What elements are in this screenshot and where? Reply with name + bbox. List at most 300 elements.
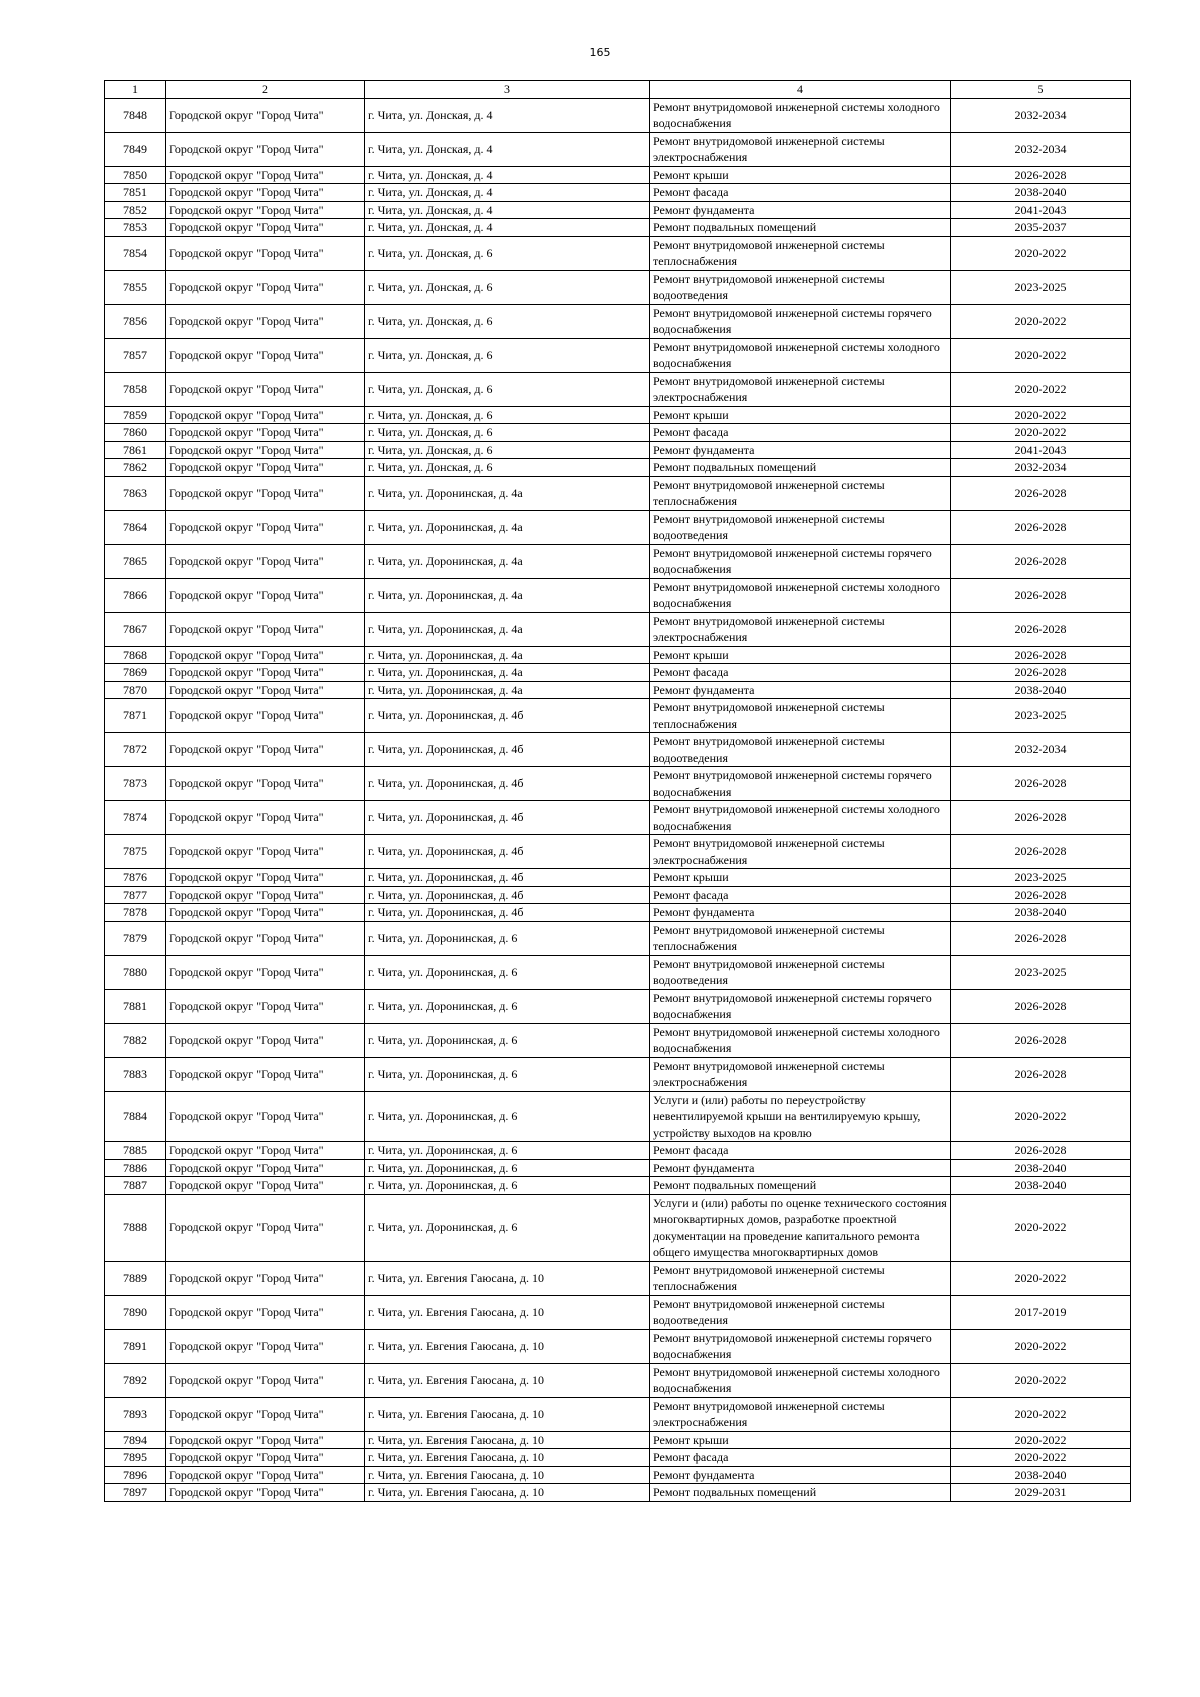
period-cell: 2020-2022 xyxy=(951,338,1131,372)
table-row xyxy=(105,1142,1131,1160)
table-row xyxy=(105,406,1131,424)
address-cell: г. Чита, ул. Донская, д. 6 xyxy=(365,424,650,442)
municipality-cell: Городской округ "Город Чита" xyxy=(166,835,365,869)
period-cell: 2026-2028 xyxy=(951,612,1131,646)
table-row xyxy=(105,270,1131,304)
row-number: 7882 xyxy=(105,1023,166,1057)
municipality-cell: Городской округ "Город Чита" xyxy=(166,869,365,887)
work-type-cell: Ремонт внутридомовой инженерной системы теплоснабжения xyxy=(650,236,951,270)
period-cell: 2026-2028 xyxy=(951,989,1131,1023)
period-cell: 2020-2022 xyxy=(951,1194,1131,1261)
work-type-cell: Ремонт подвальных помещений xyxy=(650,1484,951,1502)
municipality-cell: Городской округ "Город Чита" xyxy=(166,904,365,922)
address-cell: г. Чита, ул. Доронинская, д. 4б xyxy=(365,835,650,869)
address-cell: г. Чита, ул. Доронинская, д. 4б xyxy=(365,733,650,767)
period-cell: 2041-2043 xyxy=(951,201,1131,219)
work-type-cell: Ремонт фундамента xyxy=(650,681,951,699)
table-row xyxy=(105,1397,1131,1431)
work-type-cell: Ремонт внутридомовой инженерной системы горячего водоснабжения xyxy=(650,989,951,1023)
column-header: 2 xyxy=(166,81,365,99)
row-number: 7868 xyxy=(105,646,166,664)
row-number: 7862 xyxy=(105,459,166,477)
row-number: 7860 xyxy=(105,424,166,442)
table-row xyxy=(105,1484,1131,1502)
municipality-cell: Городской округ "Город Чита" xyxy=(166,1295,365,1329)
row-number: 7886 xyxy=(105,1159,166,1177)
row-number: 7855 xyxy=(105,270,166,304)
municipality-cell: Городской округ "Город Чита" xyxy=(166,1431,365,1449)
municipality-cell: Городской округ "Город Чита" xyxy=(166,304,365,338)
work-type-cell: Ремонт подвальных помещений xyxy=(650,459,951,477)
row-number: 7871 xyxy=(105,699,166,733)
municipality-cell: Городской округ "Город Чита" xyxy=(166,459,365,477)
period-cell: 2026-2028 xyxy=(951,166,1131,184)
period-cell: 2020-2022 xyxy=(951,1091,1131,1142)
period-cell: 2020-2022 xyxy=(951,424,1131,442)
address-cell: г. Чита, ул. Евгения Гаюсана, д. 10 xyxy=(365,1431,650,1449)
table-row xyxy=(105,921,1131,955)
work-type-cell: Ремонт крыши xyxy=(650,1431,951,1449)
work-type-cell: Ремонт внутридомовой инженерной системы электроснабжения xyxy=(650,372,951,406)
address-cell: г. Чита, ул. Доронинская, д. 4а xyxy=(365,612,650,646)
address-cell: г. Чита, ул. Евгения Гаюсана, д. 10 xyxy=(365,1329,650,1363)
work-type-cell: Ремонт фундамента xyxy=(650,1466,951,1484)
table-row xyxy=(105,184,1131,202)
work-type-cell: Ремонт внутридомовой инженерной системы холодного водоснабжения xyxy=(650,98,951,132)
period-cell: 2026-2028 xyxy=(951,510,1131,544)
column-header: 3 xyxy=(365,81,650,99)
row-number: 7875 xyxy=(105,835,166,869)
address-cell: г. Чита, ул. Донская, д. 4 xyxy=(365,201,650,219)
row-number: 7848 xyxy=(105,98,166,132)
period-cell: 2020-2022 xyxy=(951,372,1131,406)
municipality-cell: Городской округ "Город Чита" xyxy=(166,441,365,459)
municipality-cell: Городской округ "Город Чита" xyxy=(166,578,365,612)
period-cell: 2026-2028 xyxy=(951,1057,1131,1091)
row-number: 7850 xyxy=(105,166,166,184)
municipality-cell: Городской округ "Город Чита" xyxy=(166,1466,365,1484)
row-number: 7852 xyxy=(105,201,166,219)
work-type-cell: Ремонт фундамента xyxy=(650,441,951,459)
row-number: 7859 xyxy=(105,406,166,424)
row-number: 7877 xyxy=(105,886,166,904)
work-type-cell: Ремонт фасада xyxy=(650,184,951,202)
period-cell: 2026-2028 xyxy=(951,664,1131,682)
work-type-cell: Ремонт фасада xyxy=(650,1449,951,1467)
row-number: 7895 xyxy=(105,1449,166,1467)
period-cell: 2026-2028 xyxy=(951,921,1131,955)
work-type-cell: Услуги и (или) работы по оценке технического состояния многоквартирных домов, разработке проектной документации на проведение капитального ремонта общего имущества многоквартирных домов xyxy=(650,1194,951,1261)
row-number: 7866 xyxy=(105,578,166,612)
work-type-cell: Ремонт внутридомовой инженерной системы холодного водоснабжения xyxy=(650,1023,951,1057)
work-schedule-table xyxy=(104,80,1131,1502)
table-row xyxy=(105,681,1131,699)
row-number: 7885 xyxy=(105,1142,166,1160)
table-row xyxy=(105,869,1131,887)
table-row xyxy=(105,459,1131,477)
period-cell: 2026-2028 xyxy=(951,544,1131,578)
period-cell: 2020-2022 xyxy=(951,236,1131,270)
table-row xyxy=(105,372,1131,406)
table-row xyxy=(105,1329,1131,1363)
address-cell: г. Чита, ул. Евгения Гаюсана, д. 10 xyxy=(365,1363,650,1397)
row-number: 7890 xyxy=(105,1295,166,1329)
address-cell: г. Чита, ул. Донская, д. 6 xyxy=(365,338,650,372)
row-number: 7896 xyxy=(105,1466,166,1484)
table-row xyxy=(105,98,1131,132)
municipality-cell: Городской округ "Город Чита" xyxy=(166,132,365,166)
row-number: 7849 xyxy=(105,132,166,166)
row-number: 7873 xyxy=(105,767,166,801)
municipality-cell: Городской округ "Город Чита" xyxy=(166,476,365,510)
table-row xyxy=(105,578,1131,612)
period-cell: 2020-2022 xyxy=(951,406,1131,424)
row-number: 7865 xyxy=(105,544,166,578)
address-cell: г. Чита, ул. Доронинская, д. 6 xyxy=(365,921,650,955)
municipality-cell: Городской округ "Город Чита" xyxy=(166,270,365,304)
period-cell: 2026-2028 xyxy=(951,646,1131,664)
row-number: 7881 xyxy=(105,989,166,1023)
address-cell: г. Чита, ул. Евгения Гаюсана, д. 10 xyxy=(365,1466,650,1484)
municipality-cell: Городской округ "Город Чита" xyxy=(166,184,365,202)
period-cell: 2023-2025 xyxy=(951,869,1131,887)
address-cell: г. Чита, ул. Евгения Гаюсана, д. 10 xyxy=(365,1397,650,1431)
row-number: 7851 xyxy=(105,184,166,202)
period-cell: 2038-2040 xyxy=(951,904,1131,922)
address-cell: г. Чита, ул. Доронинская, д. 4б xyxy=(365,767,650,801)
address-cell: г. Чита, ул. Доронинская, д. 4а xyxy=(365,664,650,682)
work-type-cell: Ремонт внутридомовой инженерной системы водоотведения xyxy=(650,955,951,989)
work-type-cell: Ремонт внутридомовой инженерной системы горячего водоснабжения xyxy=(650,767,951,801)
work-type-cell: Ремонт внутридомовой инженерной системы электроснабжения xyxy=(650,1057,951,1091)
table-row xyxy=(105,1091,1131,1142)
address-cell: г. Чита, ул. Доронинская, д. 4б xyxy=(365,801,650,835)
municipality-cell: Городской округ "Город Чита" xyxy=(166,1177,365,1195)
municipality-cell: Городской округ "Город Чита" xyxy=(166,733,365,767)
table-row xyxy=(105,166,1131,184)
period-cell: 2038-2040 xyxy=(951,184,1131,202)
period-cell: 2032-2034 xyxy=(951,733,1131,767)
table-row xyxy=(105,1177,1131,1195)
address-cell: г. Чита, ул. Доронинская, д. 4а xyxy=(365,681,650,699)
address-cell: г. Чита, ул. Доронинская, д. 4б xyxy=(365,699,650,733)
table-row xyxy=(105,1194,1131,1261)
table-row xyxy=(105,886,1131,904)
address-cell: г. Чита, ул. Донская, д. 4 xyxy=(365,98,650,132)
row-number: 7878 xyxy=(105,904,166,922)
period-cell: 2035-2037 xyxy=(951,219,1131,237)
table-row xyxy=(105,219,1131,237)
column-number-row xyxy=(105,81,1131,99)
row-number: 7879 xyxy=(105,921,166,955)
table-row xyxy=(105,201,1131,219)
work-type-cell: Ремонт подвальных помещений xyxy=(650,1177,951,1195)
table-row xyxy=(105,338,1131,372)
table-body xyxy=(105,98,1131,1501)
row-number: 7858 xyxy=(105,372,166,406)
municipality-cell: Городской округ "Город Чита" xyxy=(166,699,365,733)
address-cell: г. Чита, ул. Доронинская, д. 6 xyxy=(365,955,650,989)
work-type-cell: Ремонт внутридомовой инженерной системы теплоснабжения xyxy=(650,699,951,733)
row-number: 7857 xyxy=(105,338,166,372)
address-cell: г. Чита, ул. Евгения Гаюсана, д. 10 xyxy=(365,1484,650,1502)
work-type-cell: Ремонт внутридомовой инженерной системы холодного водоснабжения xyxy=(650,338,951,372)
period-cell: 2020-2022 xyxy=(951,1397,1131,1431)
period-cell: 2020-2022 xyxy=(951,1363,1131,1397)
address-cell: г. Чита, ул. Доронинская, д. 4а xyxy=(365,544,650,578)
table-row xyxy=(105,989,1131,1023)
row-number: 7864 xyxy=(105,510,166,544)
work-type-cell: Ремонт подвальных помещений xyxy=(650,219,951,237)
table-row xyxy=(105,699,1131,733)
municipality-cell: Городской округ "Город Чита" xyxy=(166,1023,365,1057)
period-cell: 2041-2043 xyxy=(951,441,1131,459)
period-cell: 2038-2040 xyxy=(951,1177,1131,1195)
row-number: 7887 xyxy=(105,1177,166,1195)
address-cell: г. Чита, ул. Доронинская, д. 6 xyxy=(365,1142,650,1160)
work-type-cell: Ремонт фасада xyxy=(650,1142,951,1160)
table-row xyxy=(105,1431,1131,1449)
period-cell: 2023-2025 xyxy=(951,270,1131,304)
municipality-cell: Городской округ "Город Чита" xyxy=(166,1142,365,1160)
period-cell: 2017-2019 xyxy=(951,1295,1131,1329)
work-type-cell: Ремонт внутридомовой инженерной системы электроснабжения xyxy=(650,612,951,646)
municipality-cell: Городской округ "Город Чита" xyxy=(166,1484,365,1502)
table-row xyxy=(105,1261,1131,1295)
municipality-cell: Городской округ "Город Чита" xyxy=(166,1329,365,1363)
municipality-cell: Городской округ "Город Чита" xyxy=(166,1363,365,1397)
period-cell: 2032-2034 xyxy=(951,132,1131,166)
table-row xyxy=(105,835,1131,869)
address-cell: г. Чита, ул. Донская, д. 6 xyxy=(365,270,650,304)
address-cell: г. Чита, ул. Доронинская, д. 6 xyxy=(365,1023,650,1057)
municipality-cell: Городской округ "Город Чита" xyxy=(166,201,365,219)
table-row xyxy=(105,441,1131,459)
work-type-cell: Ремонт крыши xyxy=(650,406,951,424)
period-cell: 2032-2034 xyxy=(951,459,1131,477)
row-number: 7872 xyxy=(105,733,166,767)
period-cell: 2026-2028 xyxy=(951,1023,1131,1057)
period-cell: 2038-2040 xyxy=(951,681,1131,699)
address-cell: г. Чита, ул. Донская, д. 6 xyxy=(365,441,650,459)
work-type-cell: Ремонт внутридомовой инженерной системы водоотведения xyxy=(650,270,951,304)
municipality-cell: Городской округ "Город Чита" xyxy=(166,1397,365,1431)
row-number: 7853 xyxy=(105,219,166,237)
table-row xyxy=(105,424,1131,442)
municipality-cell: Городской округ "Город Чита" xyxy=(166,544,365,578)
municipality-cell: Городской округ "Город Чита" xyxy=(166,886,365,904)
work-type-cell: Ремонт фасада xyxy=(650,886,951,904)
period-cell: 2032-2034 xyxy=(951,98,1131,132)
row-number: 7888 xyxy=(105,1194,166,1261)
municipality-cell: Городской округ "Город Чита" xyxy=(166,921,365,955)
row-number: 7870 xyxy=(105,681,166,699)
row-number: 7861 xyxy=(105,441,166,459)
table-row xyxy=(105,612,1131,646)
table-row xyxy=(105,1449,1131,1467)
table-row xyxy=(105,904,1131,922)
work-type-cell: Ремонт крыши xyxy=(650,869,951,887)
address-cell: г. Чита, ул. Доронинская, д. 6 xyxy=(365,1057,650,1091)
table-row xyxy=(105,1057,1131,1091)
municipality-cell: Городской округ "Город Чита" xyxy=(166,612,365,646)
work-type-cell: Ремонт внутридомовой инженерной системы электроснабжения xyxy=(650,835,951,869)
row-number: 7889 xyxy=(105,1261,166,1295)
municipality-cell: Городской округ "Город Чита" xyxy=(166,510,365,544)
row-number: 7863 xyxy=(105,476,166,510)
address-cell: г. Чита, ул. Донская, д. 6 xyxy=(365,372,650,406)
table-row xyxy=(105,544,1131,578)
address-cell: г. Чита, ул. Доронинская, д. 6 xyxy=(365,1177,650,1195)
municipality-cell: Городской округ "Город Чита" xyxy=(166,166,365,184)
work-type-cell: Ремонт внутридомовой инженерной системы электроснабжения xyxy=(650,1397,951,1431)
address-cell: г. Чита, ул. Доронинская, д. 4а xyxy=(365,510,650,544)
period-cell: 2020-2022 xyxy=(951,1261,1131,1295)
address-cell: г. Чита, ул. Доронинская, д. 4а xyxy=(365,476,650,510)
table-row xyxy=(105,646,1131,664)
table-row xyxy=(105,236,1131,270)
municipality-cell: Городской округ "Город Чита" xyxy=(166,98,365,132)
municipality-cell: Городской округ "Город Чита" xyxy=(166,801,365,835)
period-cell: 2026-2028 xyxy=(951,835,1131,869)
row-number: 7876 xyxy=(105,869,166,887)
municipality-cell: Городской округ "Город Чита" xyxy=(166,664,365,682)
period-cell: 2029-2031 xyxy=(951,1484,1131,1502)
table-row xyxy=(105,510,1131,544)
work-type-cell: Ремонт фундамента xyxy=(650,201,951,219)
table-row xyxy=(105,801,1131,835)
work-type-cell: Ремонт внутридомовой инженерной системы горячего водоснабжения xyxy=(650,544,951,578)
address-cell: г. Чита, ул. Евгения Гаюсана, д. 10 xyxy=(365,1261,650,1295)
address-cell: г. Чита, ул. Доронинская, д. 6 xyxy=(365,1159,650,1177)
work-type-cell: Ремонт фундамента xyxy=(650,904,951,922)
work-type-cell: Ремонт внутридомовой инженерной системы теплоснабжения xyxy=(650,921,951,955)
address-cell: г. Чита, ул. Доронинская, д. 4б xyxy=(365,904,650,922)
table-row xyxy=(105,1363,1131,1397)
row-number: 7869 xyxy=(105,664,166,682)
table-row xyxy=(105,955,1131,989)
row-number: 7856 xyxy=(105,304,166,338)
work-type-cell: Ремонт внутридомовой инженерной системы холодного водоснабжения xyxy=(650,578,951,612)
period-cell: 2026-2028 xyxy=(951,476,1131,510)
work-type-cell: Ремонт внутридомовой инженерной системы горячего водоснабжения xyxy=(650,1329,951,1363)
table-row xyxy=(105,767,1131,801)
municipality-cell: Городской округ "Город Чита" xyxy=(166,372,365,406)
municipality-cell: Городской округ "Город Чита" xyxy=(166,1091,365,1142)
period-cell: 2023-2025 xyxy=(951,699,1131,733)
address-cell: г. Чита, ул. Донская, д. 4 xyxy=(365,219,650,237)
work-type-cell: Ремонт внутридомовой инженерной системы водоотведения xyxy=(650,510,951,544)
row-number: 7892 xyxy=(105,1363,166,1397)
column-header: 5 xyxy=(951,81,1131,99)
work-type-cell: Ремонт внутридомовой инженерной системы холодного водоснабжения xyxy=(650,1363,951,1397)
work-type-cell: Ремонт фасада xyxy=(650,424,951,442)
work-type-cell: Ремонт фасада xyxy=(650,664,951,682)
municipality-cell: Городской округ "Город Чита" xyxy=(166,1194,365,1261)
table-row xyxy=(105,664,1131,682)
work-type-cell: Ремонт внутридомовой инженерной системы водоотведения xyxy=(650,1295,951,1329)
municipality-cell: Городской округ "Город Чита" xyxy=(166,1261,365,1295)
row-number: 7867 xyxy=(105,612,166,646)
address-cell: г. Чита, ул. Донская, д. 6 xyxy=(365,236,650,270)
period-cell: 2020-2022 xyxy=(951,304,1131,338)
municipality-cell: Городской округ "Город Чита" xyxy=(166,646,365,664)
address-cell: г. Чита, ул. Донская, д. 6 xyxy=(365,459,650,477)
work-type-cell: Ремонт крыши xyxy=(650,166,951,184)
work-type-cell: Ремонт крыши xyxy=(650,646,951,664)
table-row xyxy=(105,1466,1131,1484)
address-cell: г. Чита, ул. Доронинская, д. 6 xyxy=(365,989,650,1023)
period-cell: 2038-2040 xyxy=(951,1159,1131,1177)
period-cell: 2038-2040 xyxy=(951,1466,1131,1484)
municipality-cell: Городской округ "Город Чита" xyxy=(166,1449,365,1467)
address-cell: г. Чита, ул. Донская, д. 4 xyxy=(365,132,650,166)
table-row xyxy=(105,1023,1131,1057)
table-row xyxy=(105,132,1131,166)
work-type-cell: Ремонт внутридомовой инженерной системы теплоснабжения xyxy=(650,1261,951,1295)
address-cell: г. Чита, ул. Доронинская, д. 6 xyxy=(365,1091,650,1142)
page-number: 165 xyxy=(589,46,611,59)
row-number: 7897 xyxy=(105,1484,166,1502)
municipality-cell: Городской округ "Город Чита" xyxy=(166,406,365,424)
column-header: 4 xyxy=(650,81,951,99)
period-cell: 2026-2028 xyxy=(951,767,1131,801)
municipality-cell: Городской округ "Город Чита" xyxy=(166,681,365,699)
period-cell: 2026-2028 xyxy=(951,578,1131,612)
period-cell: 2020-2022 xyxy=(951,1329,1131,1363)
table-row xyxy=(105,476,1131,510)
row-number: 7854 xyxy=(105,236,166,270)
address-cell: г. Чита, ул. Донская, д. 4 xyxy=(365,166,650,184)
work-type-cell: Ремонт внутридомовой инженерной системы теплоснабжения xyxy=(650,476,951,510)
address-cell: г. Чита, ул. Евгения Гаюсана, д. 10 xyxy=(365,1295,650,1329)
period-cell: 2023-2025 xyxy=(951,955,1131,989)
table-row xyxy=(105,1295,1131,1329)
row-number: 7874 xyxy=(105,801,166,835)
address-cell: г. Чита, ул. Донская, д. 6 xyxy=(365,406,650,424)
period-cell: 2026-2028 xyxy=(951,801,1131,835)
work-type-cell: Ремонт внутридомовой инженерной системы водоотведения xyxy=(650,733,951,767)
municipality-cell: Городской округ "Город Чита" xyxy=(166,767,365,801)
municipality-cell: Городской округ "Город Чита" xyxy=(166,955,365,989)
municipality-cell: Городской округ "Город Чита" xyxy=(166,1057,365,1091)
address-cell: г. Чита, ул. Доронинская, д. 6 xyxy=(365,1194,650,1261)
municipality-cell: Городской округ "Город Чита" xyxy=(166,338,365,372)
row-number: 7894 xyxy=(105,1431,166,1449)
address-cell: г. Чита, ул. Доронинская, д. 4б xyxy=(365,886,650,904)
table-row xyxy=(105,304,1131,338)
address-cell: г. Чита, ул. Донская, д. 4 xyxy=(365,184,650,202)
row-number: 7880 xyxy=(105,955,166,989)
column-header: 1 xyxy=(105,81,166,99)
row-number: 7884 xyxy=(105,1091,166,1142)
period-cell: 2020-2022 xyxy=(951,1431,1131,1449)
table-row xyxy=(105,733,1131,767)
work-type-cell: Ремонт внутридомовой инженерной системы холодного водоснабжения xyxy=(650,801,951,835)
municipality-cell: Городской округ "Город Чита" xyxy=(166,1159,365,1177)
municipality-cell: Городской округ "Город Чита" xyxy=(166,236,365,270)
row-number: 7883 xyxy=(105,1057,166,1091)
address-cell: г. Чита, ул. Донская, д. 6 xyxy=(365,304,650,338)
period-cell: 2026-2028 xyxy=(951,1142,1131,1160)
address-cell: г. Чита, ул. Евгения Гаюсана, д. 10 xyxy=(365,1449,650,1467)
address-cell: г. Чита, ул. Доронинская, д. 4б xyxy=(365,869,650,887)
work-type-cell: Ремонт внутридомовой инженерной системы горячего водоснабжения xyxy=(650,304,951,338)
period-cell: 2026-2028 xyxy=(951,886,1131,904)
address-cell: г. Чита, ул. Доронинская, д. 4а xyxy=(365,646,650,664)
row-number: 7893 xyxy=(105,1397,166,1431)
municipality-cell: Городской округ "Город Чита" xyxy=(166,424,365,442)
